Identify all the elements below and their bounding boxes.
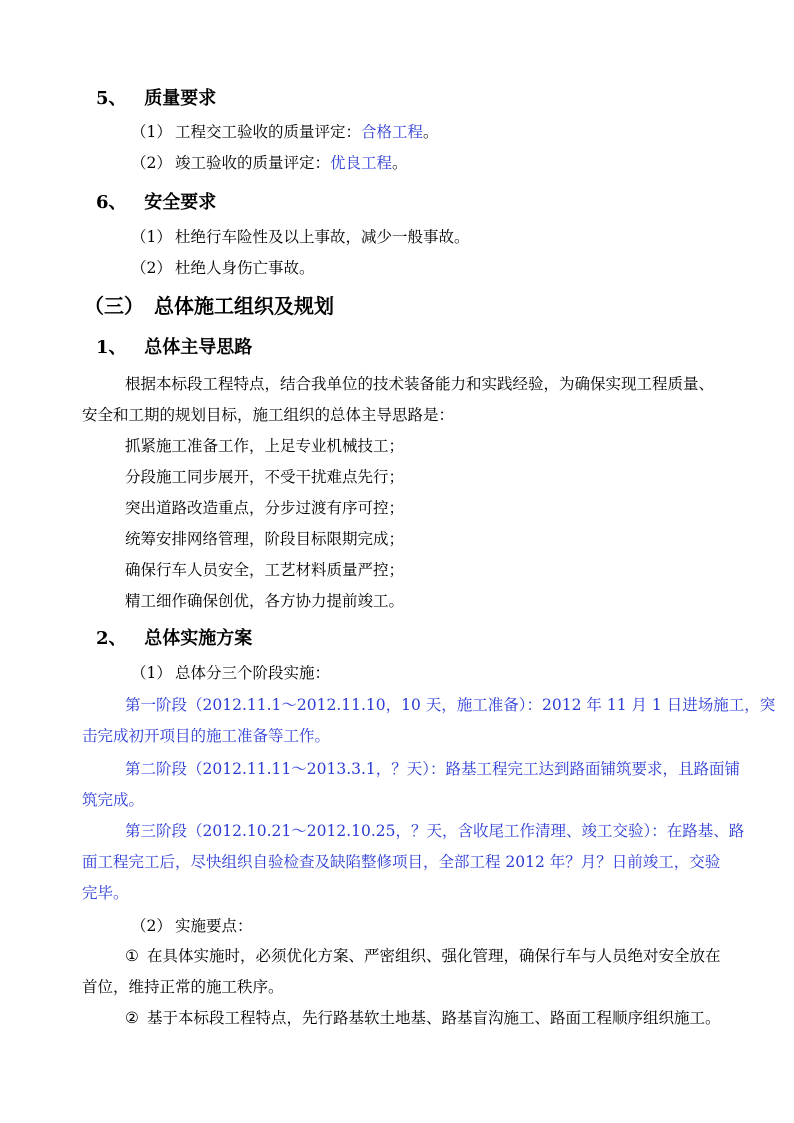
s1-point: 确保行车人员安全，工艺材料质量严控； (125, 561, 405, 579)
item-value: 优良工程 (330, 154, 393, 172)
item-end: 。 (423, 123, 439, 141)
section-1-heading (96, 335, 252, 361)
item-number: （2） (131, 259, 172, 277)
phase-3-line-3: 完毕。 (82, 884, 129, 902)
s1-point: 统筹安排网络管理，阶段目标限期完成； (125, 530, 405, 548)
s5-item-1 (131, 121, 439, 143)
section-title: 总体主导思路 (144, 337, 253, 358)
key-point-1-line-2: 首位，维持正常的施工秩序。 (82, 978, 284, 996)
item-text: 实施要点： (175, 917, 253, 935)
section-title: 质量要求 (144, 88, 217, 109)
phase-3-line-2: 面工程完工后，尽快组织自验检查及缺陷整修项目，全部工程 2012 年？月？日前竣工，交验 (82, 853, 721, 871)
section-number: 1、 (96, 337, 127, 358)
item-value: 合格工程 (361, 123, 424, 141)
phase-2-line-1: 第二阶段（2012.11.11～2013.3.1，？天）：路基工程完工达到路面铺筑要求，且路面铺 (125, 760, 741, 778)
s6-item-2 (131, 257, 315, 279)
s1-paragraph-line-1: 根据本标段工程特点，结合我单位的技术装备能力和实践经验，为确保实现工程质量、 (125, 375, 715, 393)
section-title: 安全要求 (144, 192, 217, 213)
item-text: 杜绝行车险性及以上事故，减少一般事故。 (175, 228, 470, 246)
s1-point: 精工细作确保创优，各方协力提前竣工。 (125, 592, 405, 610)
item-text: 总体分三个阶段实施： (175, 664, 331, 682)
section-title: 总体实施方案 (144, 628, 253, 649)
item-number: （1） (131, 664, 172, 682)
section-6-heading (96, 190, 216, 216)
section-number: 6、 (96, 192, 127, 213)
s5-item-2 (131, 152, 408, 174)
s2-item-1 (131, 662, 330, 684)
key-point-2-line-1 (125, 1007, 721, 1029)
item-end: 。 (392, 154, 408, 172)
section-2-heading (96, 626, 252, 652)
circled-number: ② (125, 1009, 139, 1027)
circled-number: ① (125, 947, 139, 965)
section-number: 2、 (96, 628, 127, 649)
item-label: 竣工验收的质量评定： (175, 154, 331, 172)
phase-3-line-1: 第三阶段（2012.10.21～2012.10.25，？天，含收尾工作清理、竣工交验）：在路基、路 (125, 822, 745, 840)
item-number: （1） (131, 228, 172, 246)
s1-point: 分段施工同步展开，不受干扰难点先行； (125, 468, 405, 486)
item-text: 杜绝人身伤亡事故。 (175, 259, 315, 277)
item-number: （2） (131, 154, 172, 172)
phase-1-line-2: 击完成初开项目的施工准备等工作。 (82, 727, 331, 745)
s2-item-2 (131, 915, 253, 937)
section-5-heading (96, 86, 216, 112)
item-number: （1） (131, 123, 172, 141)
key-point-1-line-1 (125, 945, 721, 967)
s1-paragraph-line-2: 安全和工期的规划目标，施工组织的总体主导思路是： (82, 406, 455, 424)
item-number: （2） (131, 917, 172, 935)
part-3-heading (84, 292, 334, 320)
s6-item-1 (131, 226, 470, 248)
key-point-text: 基于本标段工程特点，先行路基软土地基、路基盲沟施工、路面工程顺序组织施工。 (147, 1009, 721, 1027)
s1-point: 突出道路改造重点，分步过渡有序可控； (125, 499, 405, 517)
part-title: 总体施工组织及规划 (153, 294, 334, 318)
item-label: 工程交工验收的质量评定： (175, 123, 362, 141)
section-number: 5、 (96, 88, 127, 109)
key-point-text: 在具体实施时，必须优化方案、严密组织、强化管理，确保行车与人员绝对安全放在 (147, 947, 721, 965)
phase-2-line-2: 筑完成。 (82, 791, 145, 809)
part-number: （三） (84, 294, 144, 318)
phase-1-line-1: 第一阶段（2012.11.1～2012.11.10，10 天，施工准备）：2012 年 11 月 1 日进场施工，突 (125, 696, 776, 714)
s1-point: 抓紧施工准备工作，上足专业机械技工； (125, 437, 405, 455)
